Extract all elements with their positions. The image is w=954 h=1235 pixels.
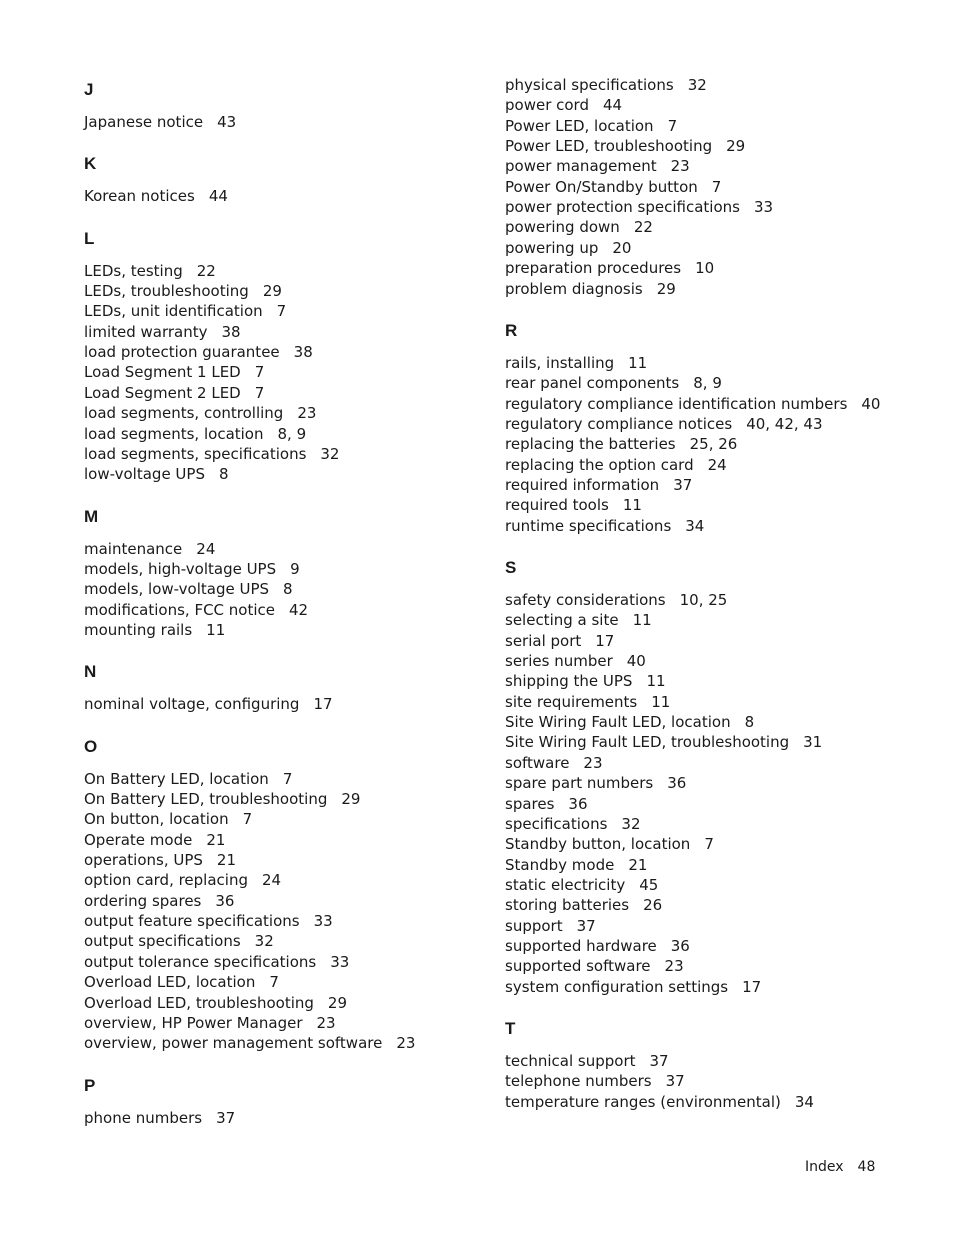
index-term: On Battery LED, location xyxy=(84,769,269,788)
section-heading: P xyxy=(84,1075,96,1095)
index-term: low-voltage UPS xyxy=(84,465,205,484)
index-entry xyxy=(84,322,241,342)
index-page-ref[interactable]: 7 xyxy=(704,835,714,854)
index-term: phone numbers xyxy=(84,1108,203,1127)
index-entry xyxy=(84,620,225,640)
index-entry xyxy=(84,362,264,382)
index-page-ref[interactable]: 11 xyxy=(622,496,642,515)
index-page-ref[interactable]: 10, 25 xyxy=(679,591,728,609)
index-term: load protection guarantee xyxy=(84,343,280,362)
index-term: mounting rails xyxy=(84,620,193,639)
index-page-ref[interactable]: 37 xyxy=(649,1052,669,1070)
index-entry xyxy=(84,1013,336,1033)
index-page-ref[interactable]: 8, 9 xyxy=(277,424,307,443)
index-term: Japanese notice xyxy=(84,113,204,131)
index-term: required information xyxy=(505,475,660,494)
index-page-ref[interactable]: 11 xyxy=(632,611,652,630)
index-page-ref[interactable]: 7 xyxy=(242,810,253,829)
index-page-ref[interactable]: 7 xyxy=(276,302,287,321)
index-entry xyxy=(84,1108,235,1128)
index-page-ref[interactable]: 36 xyxy=(568,794,588,813)
index-term: runtime specifications xyxy=(505,516,672,535)
index-entry xyxy=(84,931,274,951)
index-page-ref[interactable]: 17 xyxy=(313,695,333,714)
index-term: site requirements xyxy=(505,692,638,711)
index-page-ref[interactable]: 33 xyxy=(753,198,774,217)
index-page-ref[interactable]: 24 xyxy=(196,539,216,558)
index-term: models, low-voltage UPS xyxy=(84,580,270,599)
index-entry xyxy=(505,353,647,373)
index-page-ref[interactable]: 36 xyxy=(667,774,687,793)
index-term: physical specifications xyxy=(505,76,674,94)
index-entry xyxy=(84,424,306,444)
index-entry xyxy=(505,95,622,115)
index-term: power management xyxy=(505,157,657,176)
index-page-ref[interactable]: 11 xyxy=(206,620,226,639)
index-entry xyxy=(84,993,347,1013)
index-entry xyxy=(505,475,692,495)
index-entry xyxy=(84,769,292,789)
index-page-ref[interactable]: 37 xyxy=(665,1072,685,1091)
index-page-ref[interactable]: 42 xyxy=(289,600,309,619)
index-entry xyxy=(505,238,631,258)
index-term: powering up xyxy=(505,238,599,257)
index-page-ref[interactable]: 23 xyxy=(670,157,690,176)
index-term: Overload LED, troubleshooting xyxy=(84,993,314,1012)
section-heading: J xyxy=(84,80,94,99)
index-term: LEDs, troubleshooting xyxy=(84,282,249,301)
index-term: Standby button, location xyxy=(505,835,691,854)
index-entry xyxy=(84,301,286,321)
index-entry xyxy=(505,875,658,895)
index-entry xyxy=(505,956,684,976)
index-entry xyxy=(84,539,215,559)
index-term: On button, location xyxy=(84,810,229,829)
index-entry xyxy=(505,590,727,610)
index-entry xyxy=(505,753,603,773)
index-term: models, high-voltage UPS xyxy=(84,559,277,578)
index-page-ref[interactable]: 32 xyxy=(687,76,707,94)
index-entry xyxy=(505,794,588,814)
index-entry xyxy=(84,809,252,829)
index-entry xyxy=(505,516,704,536)
section-heading: R xyxy=(505,320,518,340)
index-page-ref[interactable]: 38 xyxy=(293,343,313,362)
page-footer xyxy=(805,1158,875,1176)
index-entry xyxy=(505,434,737,454)
index-entry xyxy=(505,916,596,936)
index-page-ref[interactable]: 8, 9 xyxy=(693,374,722,393)
index-page-ref[interactable]: 24 xyxy=(262,871,282,890)
index-page-ref[interactable]: 7 xyxy=(282,769,293,788)
index-page-ref[interactable]: 32 xyxy=(320,444,340,463)
index-entry xyxy=(84,694,333,714)
section-heading: O xyxy=(84,736,98,756)
index-page-ref[interactable]: 21 xyxy=(628,855,648,874)
index-entry xyxy=(84,830,225,850)
index-page-ref[interactable]: 33 xyxy=(330,952,350,971)
index-term: limited warranty xyxy=(84,322,208,341)
index-page-ref[interactable]: 34 xyxy=(794,1092,814,1111)
index-term: load segments, specifications xyxy=(84,444,307,463)
index-entry xyxy=(84,261,216,281)
index-entry xyxy=(505,217,653,237)
index-entry xyxy=(505,651,646,671)
index-entry xyxy=(505,116,677,136)
index-entry xyxy=(505,712,754,732)
index-page-ref[interactable]: 11 xyxy=(646,672,666,691)
index-page-ref[interactable]: 9 xyxy=(290,559,300,578)
section-heading: S xyxy=(505,558,517,577)
index-term: maintenance xyxy=(84,539,183,558)
index-page-ref[interactable]: 37 xyxy=(576,916,596,935)
index-page-ref[interactable]: 45 xyxy=(639,875,659,894)
index-term: rear panel components xyxy=(505,374,680,393)
index-page-ref[interactable]: 33 xyxy=(313,912,333,931)
index-entry xyxy=(505,75,707,95)
index-page-ref[interactable]: 21 xyxy=(216,851,237,870)
index-page-ref[interactable]: 36 xyxy=(215,891,235,910)
index-page-ref[interactable]: 11 xyxy=(651,692,671,711)
index-term: On Battery LED, troubleshooting xyxy=(84,790,328,808)
index-term: Power On/Standby button xyxy=(505,177,698,196)
index-page-ref[interactable]: 25, 26 xyxy=(689,435,738,454)
section-heading: L xyxy=(84,228,95,248)
index-page-ref[interactable]: 10 xyxy=(695,259,715,278)
index-page-ref[interactable]: 22 xyxy=(196,261,216,280)
index-term: safety considerations xyxy=(505,591,666,609)
index-entry xyxy=(84,444,339,464)
index-term: spares xyxy=(505,794,555,813)
index-page-ref[interactable]: 24 xyxy=(707,455,727,474)
index-term: rails, installing xyxy=(505,353,615,372)
index-page-ref[interactable]: 44 xyxy=(602,96,623,115)
index-term: supported hardware xyxy=(505,936,657,955)
index-term: Overload LED, location xyxy=(84,973,256,992)
index-term: ordering spares xyxy=(84,891,202,910)
index-term: required tools xyxy=(505,496,609,515)
index-term: Site Wiring Fault LED, troubleshooting xyxy=(505,733,790,752)
index-entry xyxy=(505,258,714,278)
index-page-ref[interactable]: 22 xyxy=(633,218,653,237)
index-entry xyxy=(505,177,721,197)
index-term: series number xyxy=(505,652,613,671)
index-page-ref[interactable]: 7 xyxy=(254,383,265,402)
index-term: shipping the UPS xyxy=(505,672,633,691)
section-heading: T xyxy=(505,1019,516,1038)
index-page-ref[interactable]: 32 xyxy=(621,814,641,833)
index-term: Site Wiring Fault LED, location xyxy=(505,713,731,732)
index-page-ref[interactable]: 44 xyxy=(208,187,228,206)
index-page-ref[interactable]: 7 xyxy=(711,177,722,196)
index-entry xyxy=(84,383,264,403)
index-entry xyxy=(84,952,349,972)
index-term: LEDs, testing xyxy=(84,261,183,280)
index-page-ref[interactable]: 11 xyxy=(628,353,648,372)
index-entry xyxy=(505,855,647,875)
index-entry xyxy=(84,911,333,931)
index-page-ref[interactable]: 32 xyxy=(254,932,274,951)
index-term: system configuration settings xyxy=(505,977,729,996)
index-term: spare part numbers xyxy=(505,774,654,793)
index-term: Operate mode xyxy=(84,830,193,849)
index-entry xyxy=(84,281,282,301)
index-entry xyxy=(505,773,686,793)
index-term: Korean notices xyxy=(84,187,195,206)
index-page-ref[interactable]: 29 xyxy=(656,279,676,298)
index-term: replacing the option card xyxy=(505,455,694,474)
index-entry xyxy=(84,579,293,599)
footer-label: Index xyxy=(805,1159,844,1175)
index-entry xyxy=(505,610,652,630)
index-page-ref[interactable]: 34 xyxy=(685,516,705,535)
index-term: regulatory compliance notices xyxy=(505,414,733,433)
index-term: power protection specifications xyxy=(505,198,740,217)
index-term: overview, HP Power Manager xyxy=(84,1013,303,1032)
index-page-ref[interactable]: 40 xyxy=(861,394,881,413)
section-heading: K xyxy=(84,154,97,174)
index-term: regulatory compliance identification numbers xyxy=(505,394,848,413)
index-page-ref[interactable]: 8 xyxy=(744,713,755,732)
index-term: supported software xyxy=(505,957,651,976)
index-term: software xyxy=(505,753,570,772)
index-term: temperature ranges (environmental) xyxy=(505,1092,781,1111)
index-term: technical support xyxy=(505,1052,636,1070)
index-page-ref[interactable]: 38 xyxy=(221,322,241,341)
index-term: support xyxy=(505,916,563,935)
index-page-ref[interactable]: 23 xyxy=(583,753,603,772)
index-entry xyxy=(505,373,722,393)
index-entry xyxy=(84,850,236,870)
index-entry xyxy=(84,891,234,911)
index-page-ref[interactable]: 40, 42, 43 xyxy=(746,414,823,433)
index-page-ref[interactable]: 8 xyxy=(218,465,229,484)
index-entry xyxy=(505,814,641,834)
index-page-ref[interactable]: 23 xyxy=(297,404,317,423)
index-term: Standby mode xyxy=(505,855,615,874)
index-page-ref[interactable]: 26 xyxy=(643,896,663,915)
index-entry xyxy=(505,936,690,956)
index-page-ref[interactable]: 29 xyxy=(262,282,282,301)
index-term: Load Segment 1 LED xyxy=(84,363,241,382)
index-term: load segments, controlling xyxy=(84,404,284,423)
index-page-ref[interactable]: 17 xyxy=(742,977,762,996)
index-page-ref[interactable]: 37 xyxy=(673,475,693,494)
index-page-ref[interactable]: 7 xyxy=(667,116,678,135)
index-term: operations, UPS xyxy=(84,851,203,870)
index-page-ref[interactable]: 43 xyxy=(217,113,237,131)
index-entry xyxy=(505,136,745,156)
index-entry xyxy=(505,895,662,915)
index-term: nominal voltage, configuring xyxy=(84,695,300,714)
index-entry xyxy=(84,403,316,423)
index-page-ref[interactable]: 23 xyxy=(316,1013,336,1032)
index-term: telephone numbers xyxy=(505,1072,652,1091)
index-page-ref[interactable]: 29 xyxy=(327,993,347,1012)
index-entry xyxy=(505,394,880,414)
index-page-ref[interactable]: 20 xyxy=(612,238,632,257)
index-entry xyxy=(84,1033,415,1053)
index-term: Power LED, troubleshooting xyxy=(505,137,713,156)
index-entry xyxy=(505,631,614,651)
index-term: LEDs, unit identification xyxy=(84,302,263,321)
index-entry xyxy=(84,559,300,579)
index-term: static electricity xyxy=(505,875,626,894)
index-entry xyxy=(84,972,279,992)
index-term: specifications xyxy=(505,814,608,833)
index-entry xyxy=(505,732,822,752)
index-entry xyxy=(505,414,823,434)
index-entry xyxy=(505,834,714,854)
index-page-ref[interactable]: 23 xyxy=(396,1034,416,1053)
index-term: preparation procedures xyxy=(505,259,682,278)
index-entry xyxy=(84,342,313,362)
index-entry xyxy=(505,692,670,712)
index-page-ref[interactable]: 7 xyxy=(254,363,265,382)
index-term: serial port xyxy=(505,631,582,650)
index-page-ref[interactable]: 21 xyxy=(206,830,226,849)
index-entry xyxy=(84,870,281,890)
index-page-ref[interactable]: 17 xyxy=(595,631,615,650)
index-entry xyxy=(84,112,236,132)
index-term: power cord xyxy=(505,96,589,115)
index-entry xyxy=(84,464,229,484)
index-entry xyxy=(505,1092,814,1112)
index-entry xyxy=(505,279,676,299)
index-page-ref[interactable]: 23 xyxy=(664,957,684,976)
index-entry xyxy=(505,1071,685,1091)
index-entry xyxy=(505,156,690,176)
index-term: Power LED, location xyxy=(505,116,654,135)
index-term: Load Segment 2 LED xyxy=(84,383,241,402)
index-entry xyxy=(505,455,727,475)
index-term: problem diagnosis xyxy=(505,279,643,298)
index-page-ref[interactable]: 29 xyxy=(341,790,361,808)
index-entry xyxy=(505,495,642,515)
index-term: overview, power management software xyxy=(84,1034,383,1053)
index-term: load segments, location xyxy=(84,424,264,443)
index-term: replacing the batteries xyxy=(505,435,676,454)
index-entry xyxy=(505,671,666,691)
index-term: selecting a site xyxy=(505,611,619,630)
index-entry xyxy=(84,600,308,620)
index-page-ref[interactable]: 40 xyxy=(626,652,646,671)
footer-page-number: 48 xyxy=(857,1159,876,1175)
index-page-ref[interactable]: 36 xyxy=(670,936,690,955)
index-entry xyxy=(84,789,360,809)
index-term: modifications, FCC notice xyxy=(84,600,276,619)
index-entry xyxy=(84,186,228,206)
section-heading: N xyxy=(84,662,97,682)
index-entry xyxy=(505,197,773,217)
section-heading: M xyxy=(84,506,99,526)
index-page-ref[interactable]: 37 xyxy=(216,1108,236,1127)
index-entry xyxy=(505,1051,669,1071)
index-page-ref[interactable]: 29 xyxy=(726,137,746,156)
index-page-ref[interactable]: 31 xyxy=(803,733,823,752)
index-page-ref[interactable]: 8 xyxy=(283,580,293,599)
index-term: output tolerance specifications xyxy=(84,952,317,971)
index-term: storing batteries xyxy=(505,896,630,915)
index-term: powering down xyxy=(505,218,620,237)
index-page-ref[interactable]: 7 xyxy=(269,973,279,992)
index-entry xyxy=(505,977,761,997)
index-term: option card, replacing xyxy=(84,871,248,890)
index-term: output specifications xyxy=(84,932,241,951)
index-term: output feature specifications xyxy=(84,912,300,931)
